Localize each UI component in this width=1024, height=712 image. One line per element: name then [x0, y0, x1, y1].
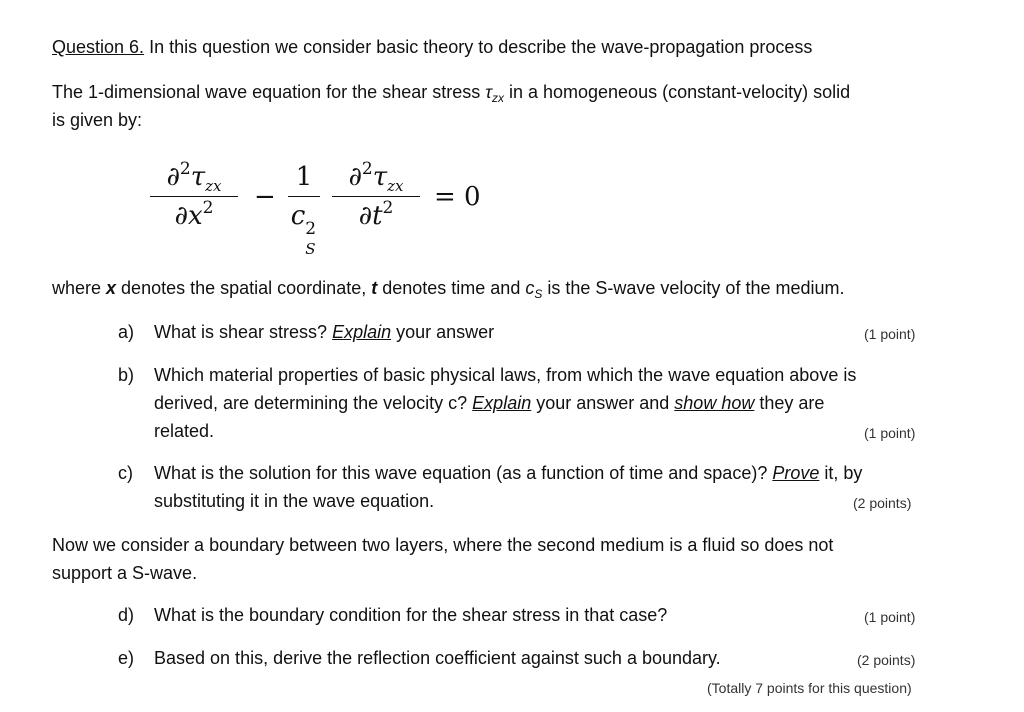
- item-letter: d): [118, 605, 135, 625]
- s-subscript: S: [305, 240, 316, 258]
- item-text: [154, 318, 494, 346]
- item-text-part: What is the solution for this wave equation (as a function of time and space)?: [154, 463, 773, 483]
- wave-equation: [150, 160, 510, 260]
- intro-line-1: [52, 78, 850, 108]
- question-heading-text: In this question we consider basic theory to describe the wave-propagation process: [144, 37, 813, 57]
- fraction-spatial: [150, 160, 238, 233]
- boundary-line-2: support a S-wave.: [52, 563, 198, 583]
- tau-symbol: τ: [190, 162, 206, 192]
- question-item-b: [118, 361, 918, 445]
- cs-symbol: [525, 278, 543, 301]
- x-variable: x: [106, 278, 117, 298]
- tau-glyph: τ: [485, 82, 492, 102]
- fraction-temporal-denominator: [332, 199, 420, 233]
- fraction-velocity-numerator: 1: [295, 162, 313, 192]
- variable-definitions: [52, 274, 844, 304]
- item-text-part: your answer and: [531, 393, 675, 413]
- item-text-line-1: [154, 459, 862, 487]
- x-variable: x: [187, 201, 203, 231]
- equals-zero: = 0: [434, 182, 481, 212]
- exponent: 2: [361, 159, 373, 179]
- total-points: (Totally 7 points for this question): [707, 680, 912, 696]
- fraction-velocity-denominator: [288, 199, 320, 258]
- intro-text-a: The 1-dimensional wave equation for the shear stress: [52, 82, 486, 102]
- emphasis-prove: Prove: [772, 463, 820, 483]
- boundary-line-1: Now we consider a boundary between two layers, where the second medium is a fluid so does not: [52, 535, 834, 555]
- partial-symbol: ∂: [348, 162, 362, 192]
- exponent: 2: [305, 219, 317, 239]
- question-item-d: [118, 601, 918, 629]
- fraction-spatial-denominator: [150, 199, 238, 233]
- t-variable: t: [372, 201, 383, 231]
- where-text-a: where: [52, 278, 107, 298]
- item-text-part: they are: [754, 393, 825, 413]
- question-item-e: [118, 644, 918, 672]
- exponent: 2: [179, 159, 191, 179]
- item-text-line-2: substituting it in the wave equation.: [154, 491, 435, 511]
- item-text: Based on this, derive the reflection coefficient against such a boundary.: [154, 648, 721, 668]
- emphasis-explain: Explain: [332, 322, 392, 342]
- question-label: Question 6.: [52, 37, 145, 57]
- item-text-part: it, by: [819, 463, 863, 483]
- item-letter: c): [118, 463, 133, 483]
- tau-symbol: τ: [372, 162, 388, 192]
- s-subscript: S: [534, 287, 543, 301]
- item-letter: b): [118, 365, 135, 385]
- emphasis-explain: Explain: [472, 393, 532, 413]
- emphasis-show-how: show how: [674, 393, 755, 413]
- t-variable: t: [371, 278, 378, 298]
- partial-symbol: ∂: [358, 201, 373, 231]
- item-text-line-2: [154, 389, 824, 417]
- c-variable: c: [290, 201, 306, 231]
- exponent: 2: [382, 198, 394, 218]
- c-glyph: c: [525, 278, 535, 298]
- question-heading: [52, 33, 812, 61]
- points-e: (2 points): [857, 652, 916, 668]
- partial-symbol: ∂: [166, 162, 180, 192]
- fraction-bar: [150, 196, 238, 197]
- points-c: (2 points): [853, 495, 912, 511]
- where-text-c: denotes time and: [377, 278, 526, 298]
- points-a: (1 point): [864, 326, 916, 342]
- points-b: (1 point): [864, 425, 916, 441]
- tau-subscript: zx: [491, 91, 504, 105]
- tau-symbol: [485, 82, 504, 105]
- item-letter: e): [118, 648, 135, 668]
- fraction-velocity: [288, 160, 320, 258]
- question-item-a: [118, 318, 918, 346]
- item-text-part: derived, are determining the velocity c?: [154, 393, 473, 413]
- fraction-temporal: [332, 160, 420, 233]
- item-text-part: your answer: [391, 322, 495, 342]
- question-item-c: [118, 459, 918, 515]
- minus-sign: −: [254, 182, 276, 212]
- points-d: (1 point): [864, 609, 916, 625]
- tau-subscript: zx: [205, 177, 222, 195]
- fraction-bar: [288, 196, 320, 197]
- fraction-bar: [332, 196, 420, 197]
- item-text-part: What is shear stress?: [154, 322, 333, 342]
- exponent: 2: [202, 198, 214, 218]
- fraction-spatial-numerator: [150, 160, 238, 194]
- tau-subscript: zx: [387, 177, 404, 195]
- item-text-line-3: related.: [154, 421, 215, 441]
- intro-text-b: in a homogeneous (constant-velocity) solid: [503, 82, 851, 102]
- partial-symbol: ∂: [174, 201, 188, 231]
- item-text-line-1: Which material properties of basic physical laws, from which the wave equation above is: [154, 365, 857, 385]
- intro-line-2: is given by:: [52, 110, 143, 130]
- item-text: What is the boundary condition for the shear stress in that case?: [154, 605, 668, 625]
- fraction-temporal-numerator: [332, 160, 420, 194]
- where-text-b: denotes the spatial coordinate,: [116, 278, 372, 298]
- item-letter: a): [118, 322, 135, 342]
- where-text-d: is the S-wave velocity of the medium.: [542, 278, 845, 298]
